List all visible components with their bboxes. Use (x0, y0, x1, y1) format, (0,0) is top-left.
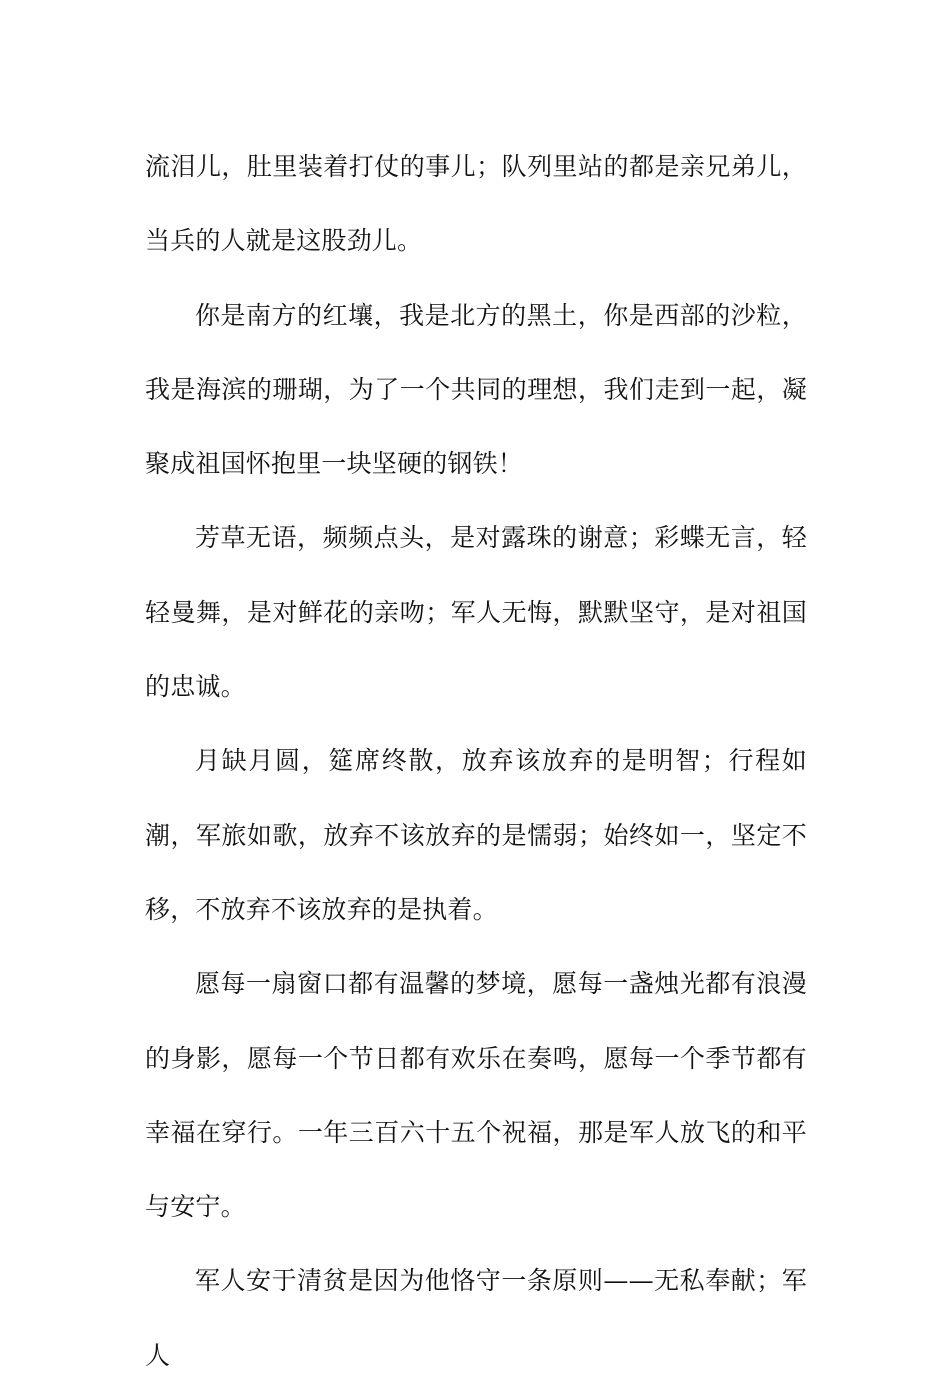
paragraph: 芳草无语，频频点头，是对露珠的谢意；彩蝶无言，轻轻曼舞，是对鲜花的亲吻；军人无悔，默默坚守，是对祖国的忠诚。 (145, 523, 807, 702)
body-text (145, 130, 807, 1393)
paragraph: 军人安于清贫是因为他恪守一条原则——无私奉献；军人 (145, 1266, 807, 1370)
paragraph: 你是南方的红壤，我是北方的黑土，你是西部的沙粒，我是海滨的珊瑚，为了一个共同的理想，我们走到一起，凝聚成祖国怀抱里一块坚硬的钢铁！ (145, 300, 807, 479)
paragraph-continued: 流泪儿，肚里装着打仗的事儿；队列里站的都是亲兄弟儿，当兵的人就是这股劲儿。 (145, 152, 807, 256)
paragraph: 月缺月圆，筵席终散，放弃该放弃的是明智；行程如潮，军旅如歌，放弃不该放弃的是懦弱；始终如一，坚定不移，不放弃不该放弃的是执着。 (145, 746, 807, 924)
paragraph: 愿每一扇窗口都有温馨的梦境，愿每一盏烛光都有浪漫的身影，愿每一个节日都有欢乐在奏鸣，愿每一个季节都有幸福在穿行。一年三百六十五个祝福，那是军人放飞的和平与安宁。 (145, 969, 807, 1222)
